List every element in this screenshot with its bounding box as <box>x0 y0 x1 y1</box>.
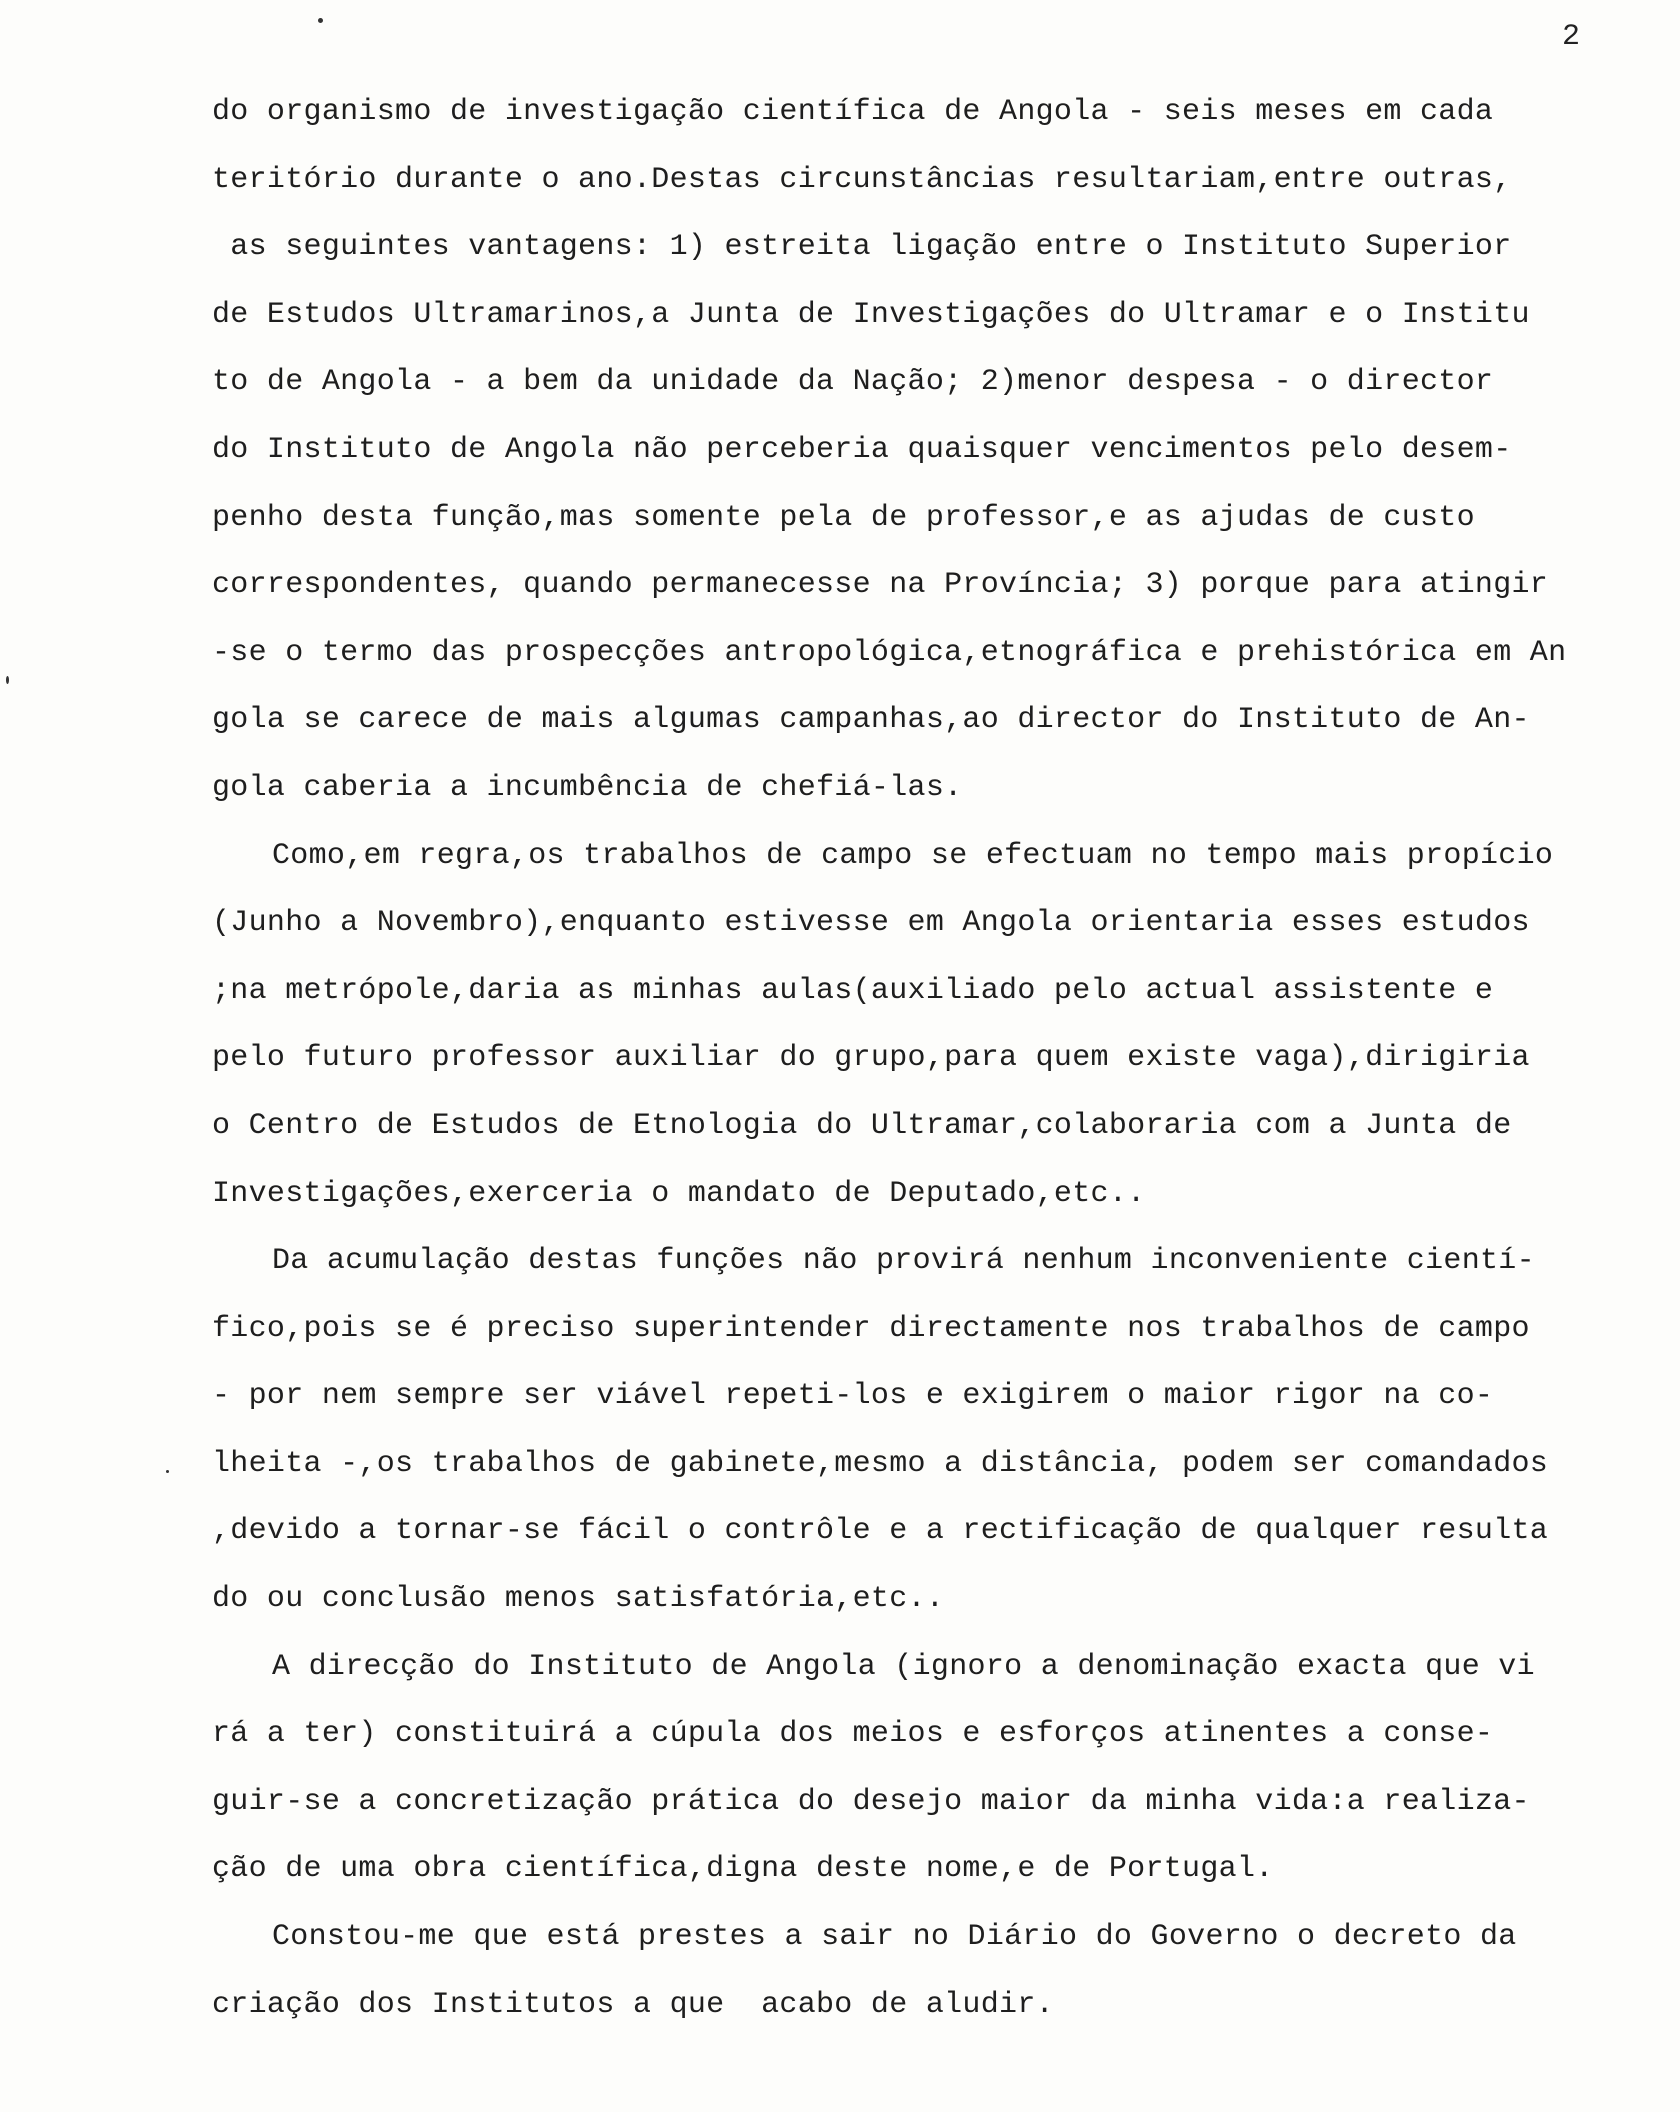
text-line: fico,pois se é preciso superintender directamente nos trabalhos de campo <box>212 1311 1530 1346</box>
scan-speck <box>6 676 9 684</box>
text-line: -se o termo das prospecções antropológica,etnográfica e prehistórica em An <box>212 635 1567 670</box>
text-line: teritório durante o ano.Destas circunstâncias resultariam,entre outras, <box>212 162 1512 197</box>
text-line: to de Angola - a bem da unidade da Nação; 2)menor despesa - o director <box>212 365 1494 400</box>
text-line: de Estudos Ultramarinos,a Junta de Investigações do Ultramar e o Institu <box>212 297 1530 332</box>
paragraph-first-line: Constou-me que está prestes a sair no Diário do Governo o decreto da <box>272 1920 1517 1955</box>
paragraph-first-line: A direcção do Instituto de Angola (ignoro a denominação exacta que vi <box>272 1649 1535 1684</box>
text-line: gola se carece de mais algumas campanhas,ao director do Instituto de An- <box>212 703 1530 738</box>
text-line: ção de uma obra científica,digna deste nome,e de Portugal. <box>212 1852 1274 1887</box>
scan-speck <box>166 1470 169 1473</box>
scan-speck <box>318 18 323 23</box>
text-line: penho desta função,mas somente pela de professor,e as ajudas de custo <box>212 500 1475 535</box>
text-line: correspondentes, quando permanecesse na Província; 3) porque para atingir <box>212 568 1549 603</box>
text-line: do organismo de investigação científica de Angola - seis meses em cada <box>212 95 1494 129</box>
text-line: criação dos Institutos a que acabo de aludir. <box>212 1987 1054 2022</box>
text-line: - por nem sempre ser viável repeti-los e exigirem o maior rigor na co- <box>212 1379 1494 1414</box>
text-line: o Centro de Estudos de Etnologia do Ultramar,colaboraria com a Junta de <box>212 1108 1512 1143</box>
letter-body <box>212 88 1632 2048</box>
text-line: guir-se a concretização prática do desejo maior da minha vida:a realiza- <box>212 1784 1530 1819</box>
text-line: rá a ter) constituirá a cúpula dos meios e esforços atinentes a conse- <box>212 1717 1494 1752</box>
paragraph-first-line: Como,em regra,os trabalhos de campo se efectuam no tempo mais propício <box>272 838 1554 873</box>
text-line: pelo futuro professor auxiliar do grupo,para quem existe vaga),dirigiria <box>212 1041 1530 1076</box>
text-line: ,devido a tornar-se fácil o contrôle e a rectificação de qualquer resulta <box>212 1514 1549 1549</box>
text-line: as seguintes vantagens: 1) estreita ligação entre o Instituto Superior <box>212 230 1512 265</box>
text-line: do ou conclusão menos satisfatória,etc.. <box>212 1582 945 1617</box>
text-line: ;na metrópole,daria as minhas aulas(auxiliado pelo actual assistente e <box>212 973 1494 1008</box>
text-line: lheita -,os trabalhos de gabinete,mesmo a distância, podem ser comandados <box>212 1446 1549 1481</box>
page-number: 2 <box>1562 20 1581 54</box>
text-line: Investigações,exerceria o mandato de Deputado,etc.. <box>212 1176 1146 1211</box>
text-line: (Junho a Novembro),enquanto estivesse em Angola orientaria esses estudos <box>212 906 1530 941</box>
text-line: gola caberia a incumbência de chefiá-las. <box>212 770 963 805</box>
text-line: do Instituto de Angola não perceberia quaisquer vencimentos pelo desem- <box>212 432 1512 467</box>
paragraph-first-line: Da acumulação destas funções não provirá nenhum inconveniente cientí- <box>272 1244 1535 1279</box>
